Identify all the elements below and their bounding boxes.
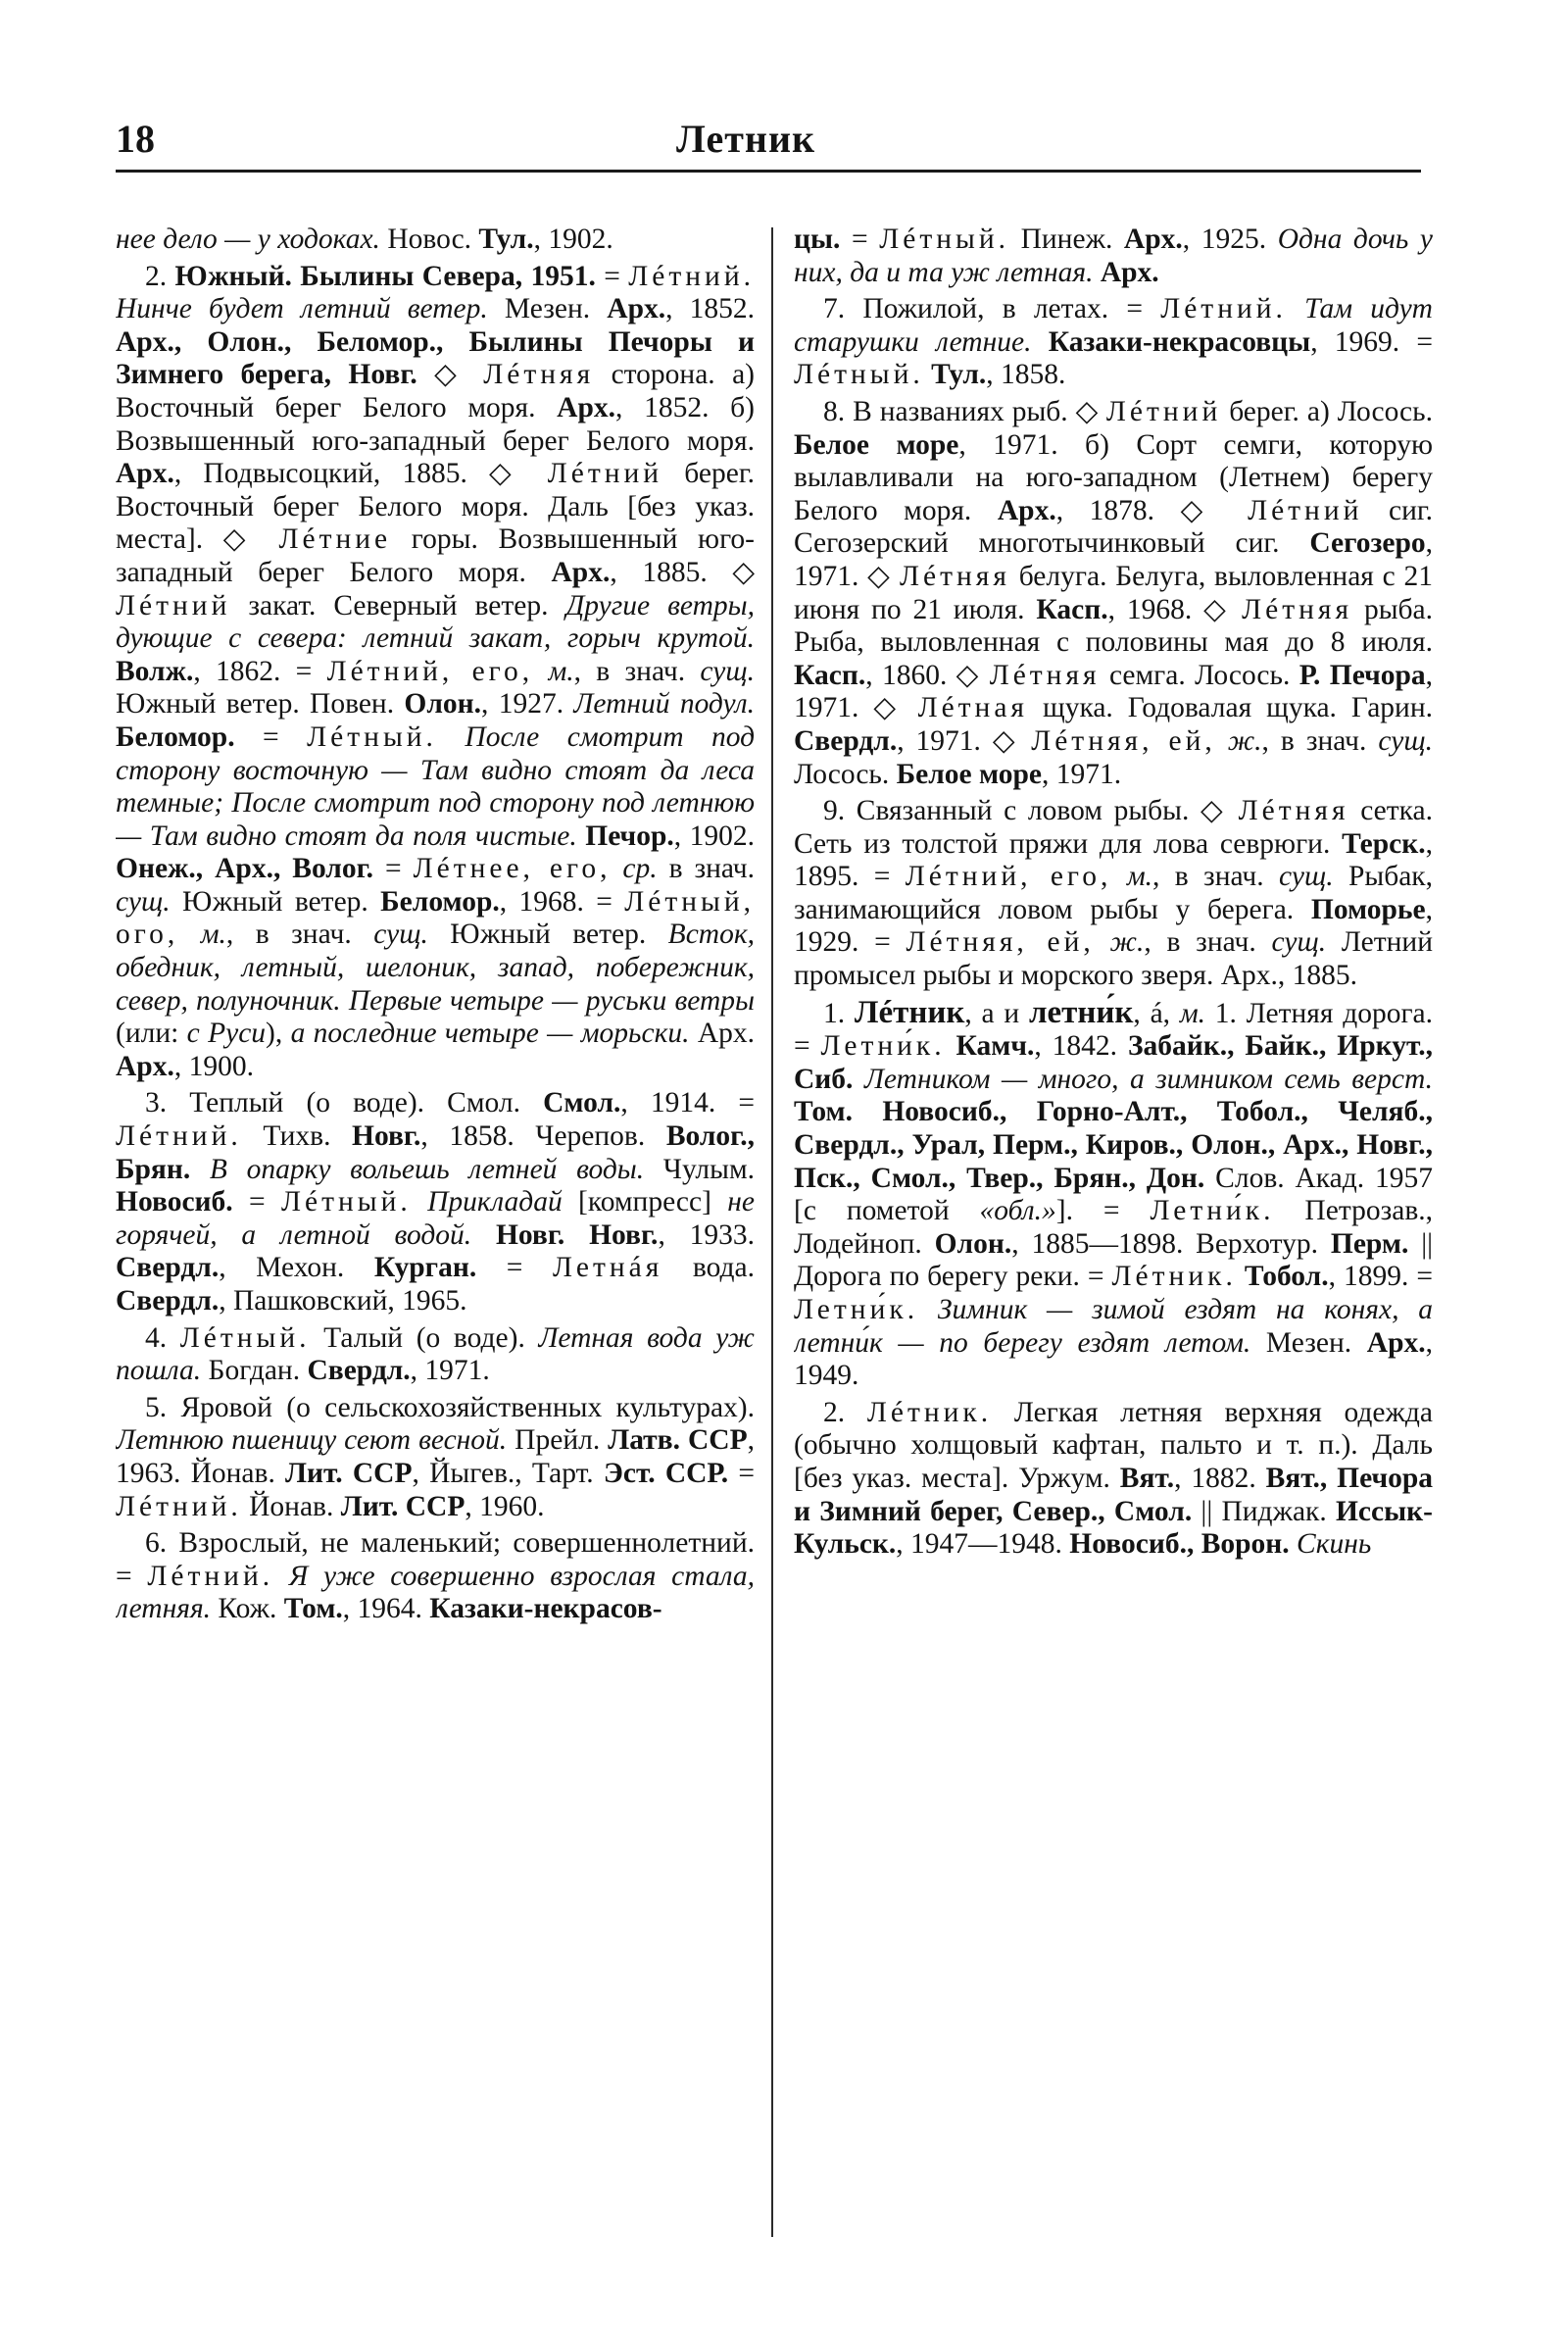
- source-bold: Р. Печора: [1298, 659, 1426, 691]
- source-bold: Арх.: [997, 494, 1056, 526]
- source-bold: Вят., Печора и Зимний берег, Север., Смол.: [794, 1462, 1433, 1527]
- spaced-word: Лéтняя: [989, 659, 1101, 691]
- spaced-word: Лéтнее, его,: [413, 853, 612, 885]
- source-bold: Арх.: [557, 391, 615, 423]
- source-bold: Новг.: [352, 1120, 421, 1153]
- left-column: [116, 224, 755, 2253]
- example-italic: После смотрит под сторону восточную — Там видно стоят да леса темные; После смотрит под сторону под летнюю — Там видно стоят да поля чистые.: [116, 721, 755, 852]
- example-italic: нее дело — у ходоках.: [116, 224, 380, 255]
- example-italic: м.: [1126, 861, 1153, 893]
- spaced-word: Лéтний: [547, 458, 663, 490]
- entry-paragraph: 8. В названиях рыб. ◇ Лéтний берег. а) Лосось. Белое море, 1971. б) Сорт семги, которую вылавливали на юго-западном (Летнем) берегу Белого моря. Арх., 1878. ◇ Лéтний сиг. Сегозерский многотычинковый сиг. Сегозеро, 1971. ◇ Лéтняя белуга. Белуга, выловленная с 21 июня по 21 июля. Касп., 1968. ◇ Лéтняя рыба. Рыба, выловленная с половины мая до 8 июля. Касп., 1860. ◇ Лéтняя семга. Лосось. Р. Печора, 1971. ◇ Лéтная щука. Годовалая щука. Гарин. Свердл., 1971. ◇ Лéтняя, ей, ж., в знач. сущ. Лосось. Белое море, 1971.: [794, 395, 1433, 790]
- example-italic: Летная вода уж пошла.: [116, 1321, 755, 1387]
- example-italic: Скинь: [1297, 1528, 1372, 1561]
- spaced-word: Лéтный.: [281, 1186, 412, 1218]
- source-bold: цы.: [794, 224, 841, 255]
- source-bold: Касп.: [794, 659, 866, 691]
- source-bold: Арх.: [607, 293, 666, 325]
- spaced-word: Лéтная: [917, 692, 1029, 724]
- example-italic: Всток, обедник, летный, шелоник, запад, побережник, север, полуночник. Первые четыре — руськи ветры: [116, 919, 755, 1017]
- source-bold: Беломор.: [116, 721, 235, 753]
- source-bold: Латв. ССР: [608, 1424, 748, 1457]
- spaced-word: Лéтник.: [1111, 1261, 1237, 1293]
- source-bold: Казаки-некрасовцы: [1048, 325, 1311, 358]
- source-bold: Иссык-Кульск.: [794, 1495, 1433, 1561]
- entry-paragraph: нее дело — у ходоках. Новос. Тул., 1902.: [116, 224, 613, 255]
- example-italic: Летником — много, а зимником семь верст.: [863, 1063, 1433, 1095]
- header-rule: [116, 170, 1421, 173]
- column-divider: [771, 227, 773, 2237]
- example-italic: сущ.: [116, 885, 171, 918]
- spaced-word: Лéтние: [278, 523, 392, 556]
- source-bold: Арх.: [551, 556, 611, 588]
- example-italic: Нинче будет летний ветер.: [116, 293, 488, 325]
- source-bold: Арх.: [1366, 1326, 1426, 1359]
- example-italic: м.: [548, 655, 574, 687]
- source-bold: Сегозеро: [1309, 527, 1426, 560]
- example-italic: сущ.: [1271, 926, 1327, 959]
- spaced-word: Лéтняя, ей,: [1031, 724, 1216, 757]
- example-italic: с Руси: [186, 1018, 267, 1050]
- source-bold: Перм.: [1330, 1227, 1409, 1260]
- example-italic: сущ.: [700, 655, 755, 687]
- example-italic: Летний подул.: [573, 688, 755, 721]
- entry-paragraph: цы. = Лéтный. Пинеж. Арх., 1925. Одна дочь у них, да и та уж летная. Арх.: [794, 224, 1433, 288]
- headword: Лéтник: [854, 994, 965, 1030]
- spaced-word: Лéтняя: [1238, 795, 1349, 827]
- example-italic: Другие ветры, дующие с севера: летний закат, горыч крутой.: [116, 589, 755, 655]
- example-italic: «обл.»: [979, 1195, 1056, 1227]
- source-bold: Забайк., Байк., Иркут., Сиб.: [794, 1030, 1433, 1095]
- example-italic: Там идут старушки летние.: [794, 293, 1433, 358]
- spaced-word: Лéтний.: [1160, 293, 1287, 325]
- source-bold: Курган.: [373, 1252, 477, 1284]
- source-bold: Южный. Былины Севера, 1951.: [174, 260, 596, 292]
- spaced-word: Лéтний.: [116, 1490, 242, 1522]
- headword-entry: 1. Лéтник, а и летни́к, á, м. 1. Летняя дорога. = Летни́к. Камч., 1842. Забайк., Байк., Иркут., Сиб. Летником — много, а зимником семь верст. Том. Новосиб., Горно-Алт., Тобол., Челяб., Свердл., Урал, Перм., Киров., Олон., Арх., Новг., Пск., Смол., Твер., Брян., Дон. Слов. Акад. 1957 [с пометой «обл.»]. = Летни́к. Петрозав., Лодейноп. Олон., 1885—1898. Верхотур. Перм. || Дорога по берегу реки. = Лéтник. Тобол., 1899. = Летни́к. Зимник — зимой ездят на конях, а летни́к — по берегу ездят летом. Мезен. Арх., 1949.: [794, 994, 1433, 1392]
- source-bold: Лит. ССР: [285, 1457, 413, 1489]
- source-bold: Арх.: [116, 1050, 174, 1082]
- example-italic: Прикладай: [427, 1186, 563, 1218]
- example-italic: м.: [200, 919, 226, 951]
- example-italic: ср.: [622, 853, 658, 885]
- example-italic: сущ.: [373, 919, 428, 951]
- example-italic: Зимник — зимой ездят на конях, а летни́к — по берегу ездят летом.: [794, 1294, 1433, 1359]
- entry-paragraph: 5. Яровой (о сельскохозяйственных культурах). Летнюю пшеницу сеют весной. Прейл. Латв. ССР, 1963. Йонав. Лит. ССР, Йыгев., Тарт. Эст. ССР. = Лéтний. Йонав. Лит. ССР, 1960.: [116, 1391, 755, 1522]
- source-bold: Белое море: [794, 428, 959, 461]
- source-bold: Новосиб.: [116, 1186, 233, 1218]
- entry-paragraph: 3. Теплый (о воде). Смол. Смол., 1914. = Лéтний. Тихв. Новг., 1858. Черепов. Волог., Брян. В опарку вольешь летней воды. Чулым. Новосиб. = Лéтный. Прикладай [компресс] не горячей, а летной водой. Новг. Новг., 1933. Свердл., Мехон. Курган. = Летнáя вода. Свердл., Пашковский, 1965.: [116, 1087, 755, 1317]
- spaced-word: Лéтний.: [147, 1560, 274, 1592]
- spaced-word: Лéтный.: [794, 359, 924, 391]
- page-number: 18: [116, 117, 155, 161]
- entry-paragraph: 6. Взрослый, не маленький; совершеннолетний. = Лéтний. Я уже совершенно взрослая стала, летняя. Кож. Том., 1964. Казаки-некрасов-: [116, 1527, 755, 1625]
- source-bold: Арх.: [1123, 224, 1183, 255]
- source-bold: Камч.: [956, 1030, 1035, 1063]
- spaced-word: Летни́к.: [1150, 1195, 1275, 1227]
- source-bold: Тобол.: [1244, 1261, 1329, 1293]
- source-bold: Новосиб., Ворон.: [1069, 1528, 1290, 1561]
- source-bold: Онеж., Арх., Волог.: [116, 853, 374, 885]
- spaced-word: Лéтный.: [179, 1321, 311, 1354]
- source-bold: Тул.: [478, 224, 534, 255]
- entry-paragraph: 2. Южный. Былины Севера, 1951. = Лéтний. Нинче будет летний ветер. Мезен. Арх., 1852. Арх., Олон., Беломор., Былины Печоры и Зимнего берега, Новг. ◇ Лéтняя сторона. а) Восточный берег Белого моря. Арх., 1852. б) Возвышенный юго-западный берег Белого моря. Арх., Подвысоцкий, 1885. ◇ Лéтний берег. Восточный берег Белого моря. Даль [без указ. места]. ◇ Лéтние горы. Возвышенный юго-западный берег Белого моря. Арх., 1885. ◇ Лéтний закат. Северный ветер. Другие ветры, дующие с севера: летний закат, горыч крутой. Волж., 1862. = Лéтний, его, м., в знач. сущ. Южный ветер. Повен. Олон., 1927. Летний подул. Беломор. = Лéтный. После смотрит под сторону восточную — Там видно стоят да леса темные; После смотрит под сторону под летнюю — Там видно стоят да поля чистые. Печор., 1902. Онеж., Арх., Волог. = Лéтнее, его, ср. в знач. сущ. Южный ветер. Беломор., 1968. = Лéтный, ого, м., в знач. сущ. Южный ветер. Всток, обедник, летный, шелоник, запад, побережник, север, полуночник. Первые четыре — руськи ветры (или: с Руси), а последние четыре — морьски. Арх. Арх., 1900.: [116, 260, 755, 1082]
- source-bold: Волог., Брян.: [116, 1120, 755, 1185]
- source-bold: Тул.: [931, 359, 987, 391]
- example-italic: Одна дочь у них, да и та уж летная.: [794, 224, 1433, 288]
- source-bold: Олон.: [404, 688, 482, 721]
- source-bold: Свердл.: [116, 1252, 220, 1284]
- example-italic: Я уже совершенно взрослая стала, летняя.: [116, 1560, 755, 1625]
- source-bold: Поморье: [1310, 893, 1426, 925]
- source-bold: Арх.: [116, 458, 174, 490]
- spaced-word: Летни́к.: [820, 1030, 946, 1063]
- source-bold: Белое море: [896, 758, 1042, 790]
- spaced-word: Лéтный.: [307, 721, 437, 753]
- example-italic: сущ.: [1278, 861, 1334, 893]
- example-italic: а последние четыре — морьски.: [290, 1018, 690, 1050]
- source-bold: Беломор.: [380, 885, 500, 918]
- spaced-word: Лéтний, его,: [326, 655, 534, 687]
- headword: летни́к: [1029, 994, 1134, 1030]
- source-bold: Касп.: [1036, 593, 1108, 625]
- spaced-word: Лéтный, ого,: [116, 885, 755, 951]
- spaced-word: Лéтний: [1105, 395, 1222, 427]
- source-bold: Печор.: [585, 820, 674, 852]
- source-bold: Смол.: [543, 1087, 621, 1119]
- entry-paragraph: 2. Лéтник. Легкая летняя верхняя одежда (обычно холщовый кафтан, пальто и т. п.). Даль [без указ. места]. Уржум. Вят., 1882. Вят., Печора и Зимний берег, Север., Смол. || Пиджак. Иссык-Кульск., 1947—1948. Новосиб., Ворон. Скинь: [794, 1396, 1433, 1561]
- example-italic: м.: [1179, 997, 1206, 1029]
- source-bold: Эст. ССР.: [603, 1457, 729, 1489]
- spaced-word: Лéтный.: [879, 224, 1009, 255]
- spaced-word: Лéтняя: [483, 359, 595, 391]
- spaced-word: Летни́к.: [794, 1294, 919, 1325]
- source-bold: Арх., Олон., Беломор., Былины Печоры и Зимнего берега, Новг.: [116, 325, 755, 391]
- entry-paragraph: 4. Лéтный. Талый (о воде). Летная вода уж пошла. Богдан. Свердл., 1971.: [116, 1321, 755, 1387]
- example-italic: сущ.: [1378, 724, 1433, 757]
- spaced-word: Лéтний.: [628, 260, 755, 292]
- spaced-word: Лéтник.: [866, 1396, 993, 1428]
- source-bold: Свердл.: [794, 724, 898, 757]
- source-bold: Лит. ССР: [340, 1490, 466, 1522]
- spaced-word: Лéтняя: [1242, 593, 1353, 625]
- source-bold: Том. Новосиб., Горно-Алт., Тобол., Челяб., Свердл., Урал, Перм., Киров., Олон., Арх., Новг., Пск., Смол., Твер., Брян., Дон.: [794, 1096, 1433, 1194]
- example-italic: не горячей, а летной водой.: [116, 1186, 755, 1251]
- source-bold: Терск.: [1342, 827, 1426, 860]
- spaced-word: Лéтний.: [116, 1120, 242, 1153]
- spaced-word: Летнáя: [553, 1252, 663, 1284]
- source-bold: Свердл.: [116, 1285, 220, 1317]
- spaced-word: Лéтняя, ей,: [906, 926, 1095, 959]
- source-bold: Новг.: [589, 1218, 659, 1251]
- source-bold: Арх.: [1100, 256, 1159, 288]
- spaced-word: Лéтний, его,: [905, 861, 1112, 893]
- spaced-word: Лéтняя: [900, 560, 1010, 592]
- entry-paragraph: 7. Пожилой, в летах. = Лéтний. Там идут старушки летние. Казаки-некрасовцы, 1969. = Лéтный. Тул., 1858.: [794, 293, 1433, 391]
- source-bold: Том.: [283, 1593, 343, 1625]
- example-italic: ж.: [1227, 724, 1262, 757]
- source-bold: Волж.: [116, 655, 194, 687]
- spaced-word: Лéтний: [1248, 494, 1363, 526]
- spaced-word: Лéтний: [116, 589, 231, 621]
- page-title: Летник: [676, 117, 816, 161]
- example-italic: ж.: [1109, 926, 1145, 959]
- source-bold: Новг.: [495, 1218, 565, 1251]
- source-bold: Свердл.: [307, 1355, 411, 1387]
- entry-paragraph: 9. Связанный с ловом рыбы. ◇ Лéтняя сетка. Сеть из толстой пряжи для лова севрюги. Терск., 1895. = Лéтний, его, м., в знач. сущ. Рыбак, занимающийся ловом рыбы у берега. Поморье, 1929. = Лéтняя, ей, ж., в знач. сущ. Летний промысел рыбы и морского зверя. Арх., 1885.: [794, 795, 1433, 992]
- source-bold: Вят.: [1119, 1462, 1175, 1494]
- example-italic: В опарку вольешь летней воды.: [209, 1153, 645, 1185]
- source-bold: Олон.: [934, 1227, 1012, 1260]
- example-italic: Летнюю пшеницу сеют весной.: [116, 1424, 508, 1457]
- right-column: [794, 224, 1433, 2253]
- source-bold: Казаки-некрасов-: [429, 1593, 662, 1625]
